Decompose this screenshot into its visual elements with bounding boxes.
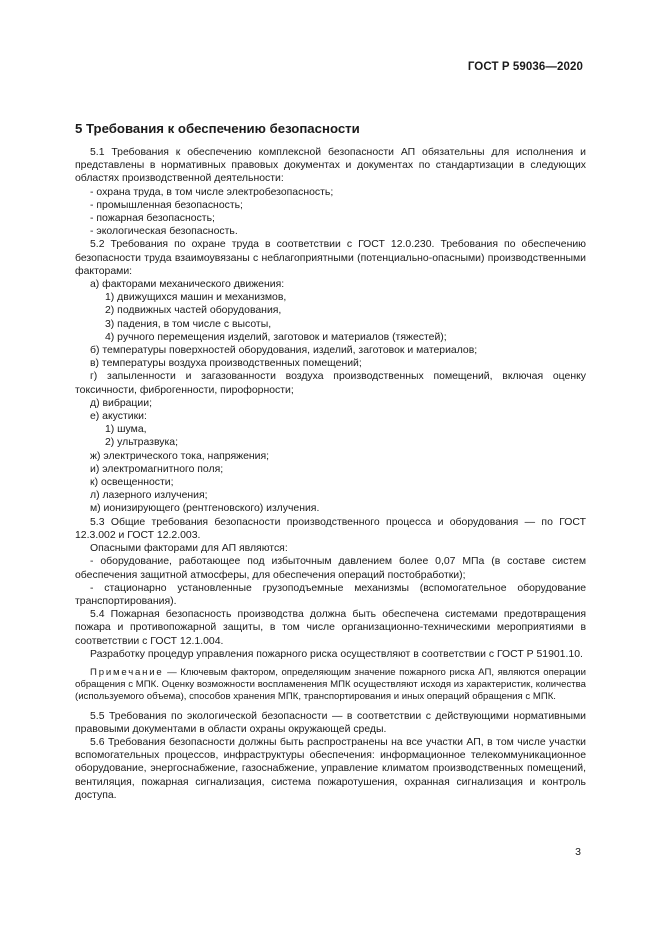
clause-5-5: 5.5 Требования по экологической безопасности — в соответствии с действующими нормативными правовыми документами в области охраны окружающей среды.	[75, 710, 586, 735]
clause-5-4: 5.4 Пожарная безопасность производства должна быть обеспечена системами предотвращения пожара и противопожарной защиты, в том числе организационно-техническими мероприятиями в соответствии с ГОСТ 12.1.004.	[75, 609, 586, 647]
list-item: г) запыленности и загазованности воздуха производственных помещений, включая оценку токсичности, фиброгенности, пирофорности;	[75, 371, 586, 396]
list-item: - промышленная безопасность;	[90, 199, 243, 211]
list-item: а) факторами механического движения:	[90, 279, 285, 291]
list-item: - стационарно установленные грузоподъемные механизмы (вспомогательное оборудование транспортирования).	[75, 582, 586, 607]
clause-5-3: 5.3 Общие требования безопасности производственного процесса и оборудования — по ГОСТ 12.3.002 и ГОСТ 12.2.003.	[75, 516, 586, 541]
list-item: в) температуры воздуха производственных помещений;	[90, 358, 362, 370]
list-item: к) освещенности;	[90, 477, 174, 489]
list-item: - оборудование, работающее под избыточным давлением более 0,07 МПа (в составе систем обеспечения защитной атмосферы, для обеспечения операций постобработки);	[75, 556, 586, 581]
paragraph: Опасными факторами для АП являются:	[90, 543, 288, 555]
note-label: Примечание	[90, 666, 164, 678]
list-item: м) ионизирующего (рентгеновского) излучения.	[90, 503, 320, 515]
list-item: д) вибрации;	[90, 397, 152, 409]
list-item: 1) шума,	[105, 424, 147, 436]
list-item: 2) подвижных частей оборудования,	[105, 305, 282, 317]
list-item: 2) ультразвука;	[105, 437, 178, 449]
list-item: 3) падения, в том числе с высоты,	[105, 318, 272, 330]
section-title: 5 Требования к обеспечению безопасности	[75, 121, 360, 136]
document-body	[75, 121, 586, 802]
note	[75, 667, 586, 704]
list-item: - экологическая безопасность.	[90, 226, 238, 238]
list-item: и) электромагнитного поля;	[90, 463, 224, 475]
list-item: ж) электрического тока, напряжения;	[90, 450, 270, 462]
paragraph: Разработку процедур управления пожарного риска осуществляют в соответствии с ГОСТ Р 51901.10.	[90, 648, 583, 660]
clause-5-2: 5.2 Требования по охране труда в соответствии с ГОСТ 12.0.230. Требования по обеспечению безопасности труда взаимоувязаны с неблагоприятными (потенциально-опасными) производственными факторами:	[75, 239, 586, 277]
list-item: е) акустики:	[90, 411, 147, 423]
list-item: л) лазерного излучения;	[90, 490, 208, 502]
document-header-standard-id: ГОСТ Р 59036—2020	[467, 61, 583, 73]
list-item: 1) движущихся машин и механизмов,	[105, 292, 287, 304]
list-item: б) температуры поверхностей оборудования, изделий, заготовок и материалов;	[90, 345, 478, 357]
page-number: 3	[575, 846, 581, 858]
clause-5-6: 5.6 Требования безопасности должны быть распространены на все участки АП, в том числе участки вспомогательных процессов, инфраструктуры обеспечения: информационное телекоммуникационное оборудование, энергоснабжение, газоснабжение, управление климатом производственных помещений, вентиляция, пожарная сигнализация, система пожаротушения, охранная сигнализация и контроль доступа.	[75, 736, 586, 801]
list-item: - пожарная безопасность;	[90, 213, 215, 225]
clause-5-1: 5.1 Требования к обеспечению комплексной безопасности АП обязательны для исполнения и представлены в нормативных правовых документах и документах по стандартизации в следующих областях производственной деятельности:	[75, 147, 586, 185]
list-item: 4) ручного перемещения изделий, заготовок и материалов (тяжестей);	[105, 331, 447, 343]
list-item: - охрана труда, в том числе электробезопасность;	[90, 186, 334, 198]
note-text: — Ключевым фактором, определяющим значение пожарного риска АП, являются операции обращения с МПК. Оценку возможности воспламенения МПК осуществляют исходя из характеристик, количества (используемого объема), способов хранения МПК, транспортирования и иных операций обращения с МПК.	[75, 666, 586, 703]
